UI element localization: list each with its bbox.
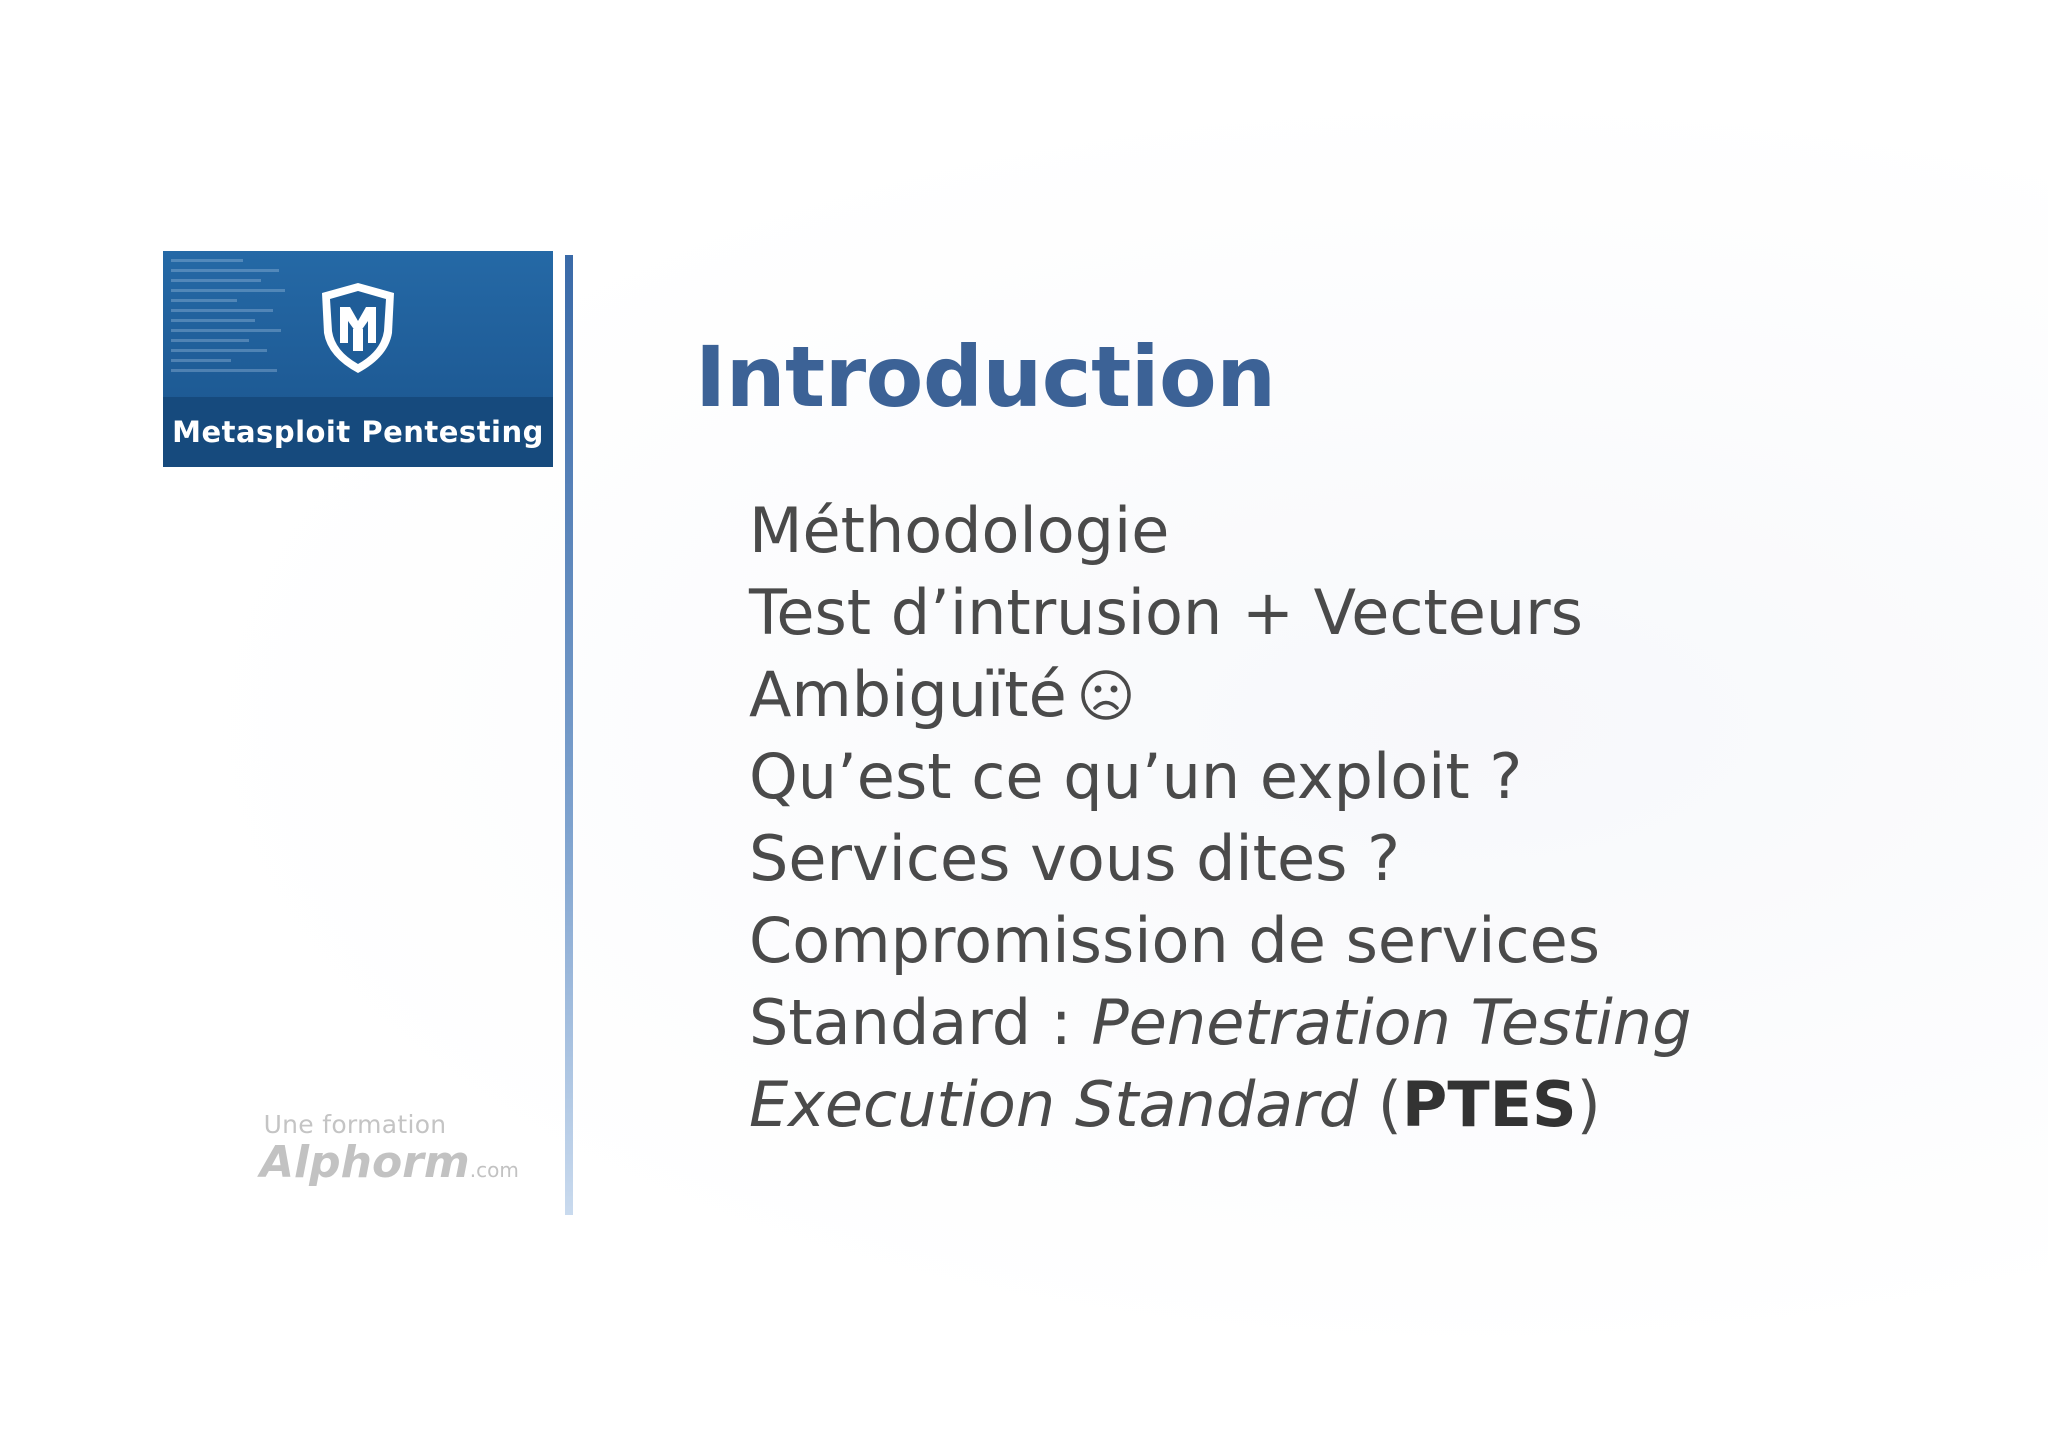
banner-code-texture <box>171 259 291 399</box>
standard-name-part-2: Execution Standard <box>749 1068 1359 1141</box>
content-line: Compromission de services <box>749 904 1601 977</box>
brand-name: Alphorm <box>260 1137 470 1188</box>
content-line-text: Ambiguïté <box>749 658 1067 731</box>
brand-wordmark <box>260 1137 519 1194</box>
standard-name-part-1: Penetration Testing <box>1091 986 1692 1059</box>
standard-prefix: Standard : <box>749 986 1092 1059</box>
slide-content <box>749 490 1969 1146</box>
frown-face-icon <box>1079 668 1133 722</box>
slide-title: Introduction <box>695 328 1276 426</box>
brand-tagline: Une formation <box>263 1110 447 1139</box>
standard-line-2 <box>749 1064 1969 1146</box>
course-banner <box>163 251 553 467</box>
brand-suffix: .com <box>469 1158 519 1182</box>
standard-acronym: PTES <box>1401 1068 1577 1141</box>
content-line: Test d’intrusion + Vecteurs <box>749 576 1583 649</box>
vertical-divider <box>565 255 573 1215</box>
content-line: Qu’est ce qu’un exploit ? <box>749 740 1523 813</box>
brand-logo <box>260 1110 519 1194</box>
content-line: Méthodologie <box>749 494 1170 567</box>
paren-close: ) <box>1576 1068 1601 1141</box>
banner-title: Metasploit Pentesting <box>172 415 544 449</box>
standard-line <box>749 982 1969 1064</box>
content-line: Services vous dites ? <box>749 822 1401 895</box>
content-line <box>749 654 1969 736</box>
metasploit-shield-icon <box>318 281 398 375</box>
paren-open: ( <box>1358 1068 1402 1141</box>
